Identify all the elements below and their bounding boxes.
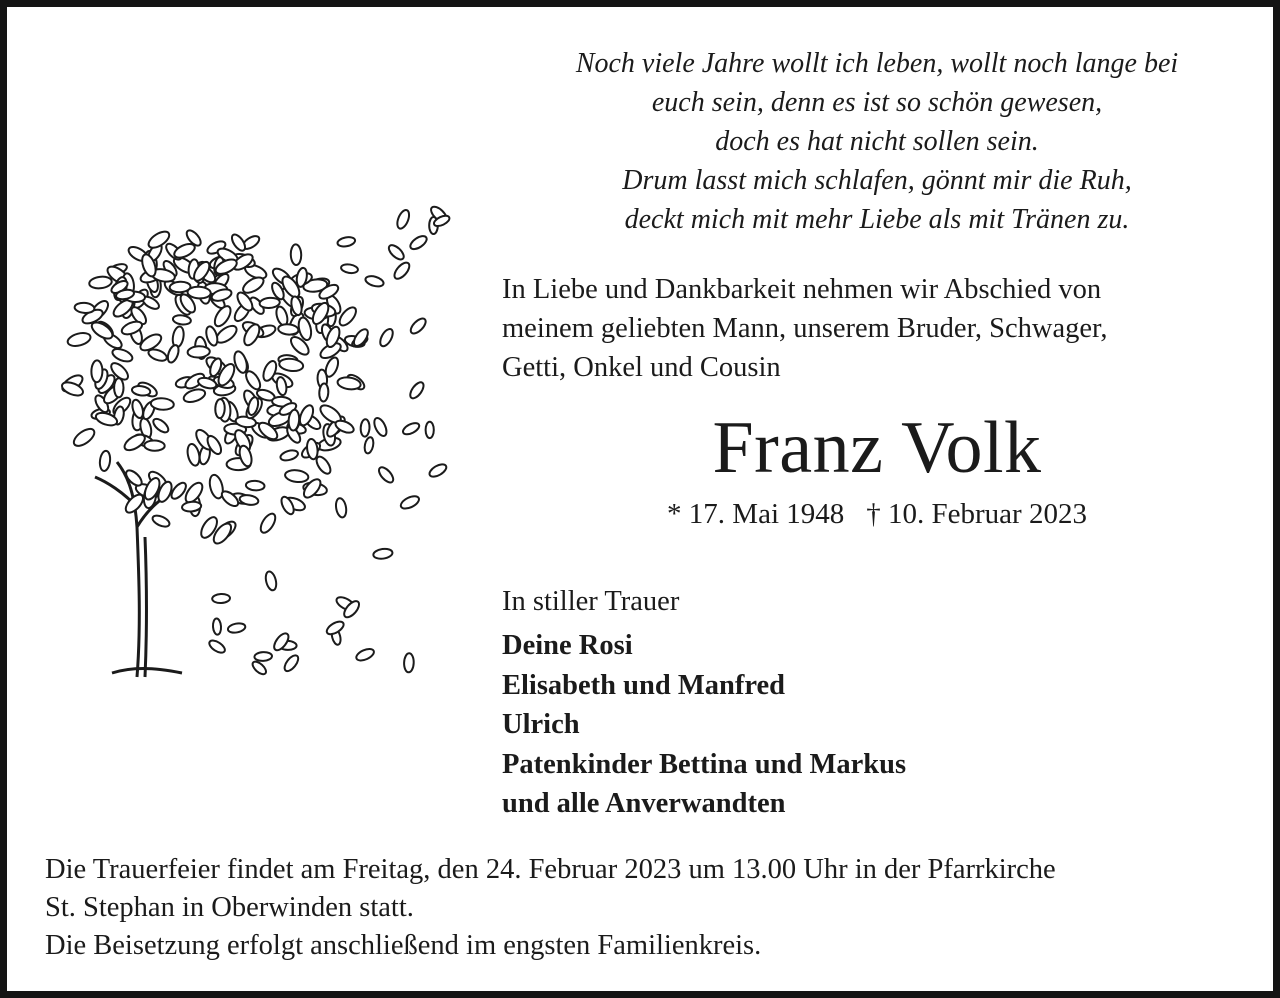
birth-date: * 17. Mai 1948: [667, 498, 845, 530]
leaf: [151, 416, 171, 434]
leaf: [335, 497, 348, 518]
mourner: und alle Anverwandten: [502, 788, 786, 819]
leaf: [212, 618, 221, 635]
leaf: [243, 369, 263, 392]
leaf: [351, 327, 370, 348]
windblown-tree-icon: [37, 177, 467, 697]
leaf: [404, 653, 414, 672]
leaf: [279, 449, 299, 463]
mourners-list: [502, 626, 1242, 824]
leaf: [147, 347, 168, 363]
leaf: [408, 380, 426, 400]
leaf: [187, 346, 210, 358]
leaf: [401, 421, 421, 437]
poem-line: deckt mich mit mehr Liebe als mit Tränen zu.: [624, 204, 1130, 235]
leaf: [219, 489, 240, 509]
leaf: [378, 327, 396, 348]
farewell-line: Getti, Onkel und Cousin: [502, 352, 781, 383]
leaf: [337, 236, 356, 248]
leaf: [144, 440, 165, 451]
poem-line: euch sein, denn es ist so schön gewesen,: [651, 87, 1103, 118]
leaf: [264, 570, 278, 591]
death-date: † 10. Februar 2023: [866, 498, 1087, 530]
leaf: [254, 652, 272, 662]
poem-line: doch es hat nicht sollen sein.: [715, 126, 1039, 157]
leaf: [151, 513, 171, 529]
leaf: [111, 346, 134, 364]
leaf: [227, 622, 246, 634]
leaf: [182, 387, 207, 404]
leaf: [246, 480, 265, 491]
leaf: [124, 468, 145, 489]
leaf: [74, 302, 95, 314]
leaf: [427, 462, 448, 479]
leaf: [395, 208, 411, 230]
poem-line: Noch viele Jahre wollt ich leben, wollt noch lange bei: [575, 48, 1179, 79]
ceremony-line: Die Beisetzung erfolgt anschließend im engsten Familienkreis.: [45, 930, 762, 961]
leaf: [215, 399, 225, 418]
leaf: [250, 659, 268, 676]
farewell-text: [502, 270, 1242, 387]
leaf: [376, 465, 395, 485]
farewell-line: In Liebe und Dankbarkeit nehmen wir Abschied von: [502, 274, 1102, 305]
leaf: [172, 314, 191, 325]
deceased-name: Franz Volk: [712, 407, 1042, 489]
ceremony-line: St. Stephan in Oberwinden statt.: [45, 892, 414, 923]
mourner: Ulrich: [502, 709, 580, 740]
mourner: Patenkinder Bettina und Markus: [502, 748, 907, 780]
leaf: [207, 638, 227, 655]
leaf: [408, 234, 429, 252]
leaf: [89, 275, 113, 289]
ceremony-info: [45, 851, 1255, 965]
leaf: [319, 383, 329, 401]
leaf: [166, 344, 181, 364]
leaf: [212, 304, 234, 329]
poem-line: Drum lasst mich schlafen, gönnt mir die Ruh,: [622, 165, 1132, 196]
leaf: [91, 360, 102, 382]
leaf: [66, 331, 92, 348]
leaf: [150, 398, 174, 411]
farewell-line: meinem geliebten Mann, unserem Bruder, Schwager,: [502, 313, 1108, 344]
leaf: [122, 432, 147, 454]
leaf: [363, 436, 374, 454]
grief-line: In stiller Trauer: [502, 586, 680, 617]
leaf: [187, 286, 211, 299]
leaf: [212, 594, 230, 604]
leaf: [386, 243, 406, 262]
mourner: Elisabeth und Manfred: [502, 669, 785, 701]
leaf: [229, 232, 247, 253]
leaf: [364, 274, 384, 288]
leaf: [426, 422, 434, 438]
leaf: [279, 357, 304, 372]
leaf: [282, 653, 301, 673]
leaf: [355, 647, 376, 663]
poem: [507, 44, 1247, 239]
leaf: [172, 241, 197, 260]
leaf: [372, 416, 389, 438]
leaf: [290, 244, 301, 265]
leaf: [373, 548, 393, 560]
leaf: [71, 426, 97, 450]
leaf: [360, 419, 370, 437]
leaf: [186, 443, 202, 467]
leaf: [392, 260, 412, 281]
leaf: [314, 454, 333, 476]
leaf: [340, 263, 358, 274]
leaf: [325, 619, 346, 637]
ceremony-line: Die Trauerfeier findet am Freitag, den 24. Februar 2023 um 13.00 Uhr in der Pfarrkirche: [45, 854, 1056, 885]
leaf: [99, 450, 111, 471]
leaf: [284, 469, 309, 483]
mourner: Deine Rosi: [502, 630, 633, 661]
life-dates: [497, 495, 1257, 533]
leaf: [258, 511, 278, 535]
leaf: [399, 494, 421, 511]
leaf: [114, 378, 123, 397]
leaf: [408, 316, 428, 336]
